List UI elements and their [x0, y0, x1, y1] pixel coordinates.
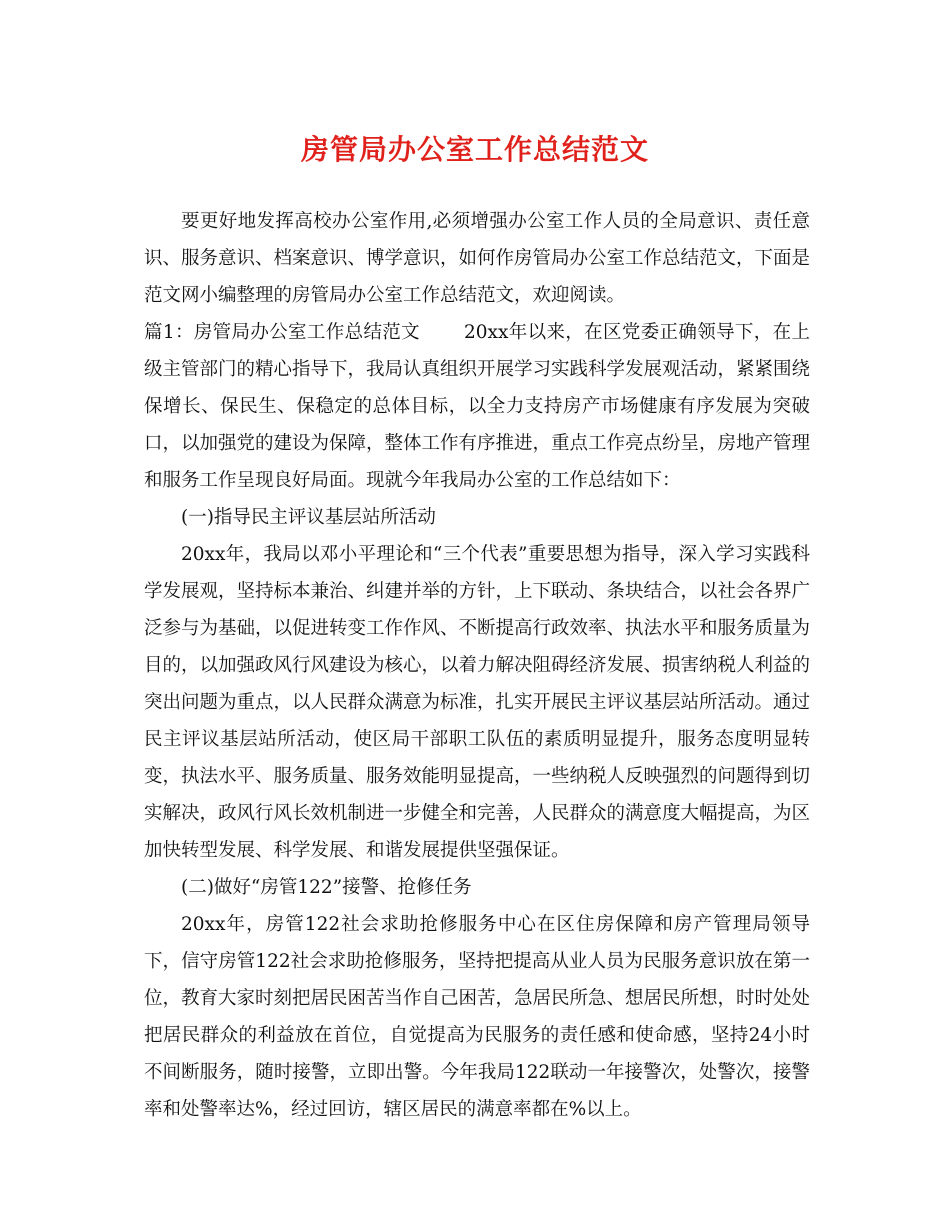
- section-heading-1: (一)指导民主评议基层站所活动: [181, 507, 436, 528]
- section-heading-2: (二)做好“房管122”接警、抢修任务: [181, 877, 472, 898]
- section-body-1: 20xx年，我局以邓小平理论和“三个代表”重要思想为指导，深入学习实践科学发展观，坚持标本兼治、纠建并举的方针，上下联动、条块结合，以社会各界广泛参与为基础，以促进转变工作作风、不断提高行政效率、执法水平和服务质量为目的，以加强政风行风建设为核心，以着力解决阻碍经济发展、损害纳税人利益的突出问题为重点，以人民群众满意为标准，扎实开展民主评议基层站所活动。通过民主评议基层站所活动，使区局干部职工队伍的素质明显提升，服务态度明显转变，执法水平、服务质量、服务效能明显提高，一些纳税人反映强烈的问题得到切实解决，政风行风长效机制进一步健全和完善，人民群众的满意度大幅提高，为区加快转型发展、科学发展、和谐发展提供坚强保证。: [144, 544, 811, 861]
- document-body: [144, 203, 810, 1128]
- intro-paragraph: 要更好地发挥高校办公室作用,必须增强办公室工作人员的全局意识、责任意识、服务意识、档案意识、博学意识，如何作房管局办公室工作总结范文，下面是范文网小编整理的房管局办公室工作总结范文，欢迎阅读。: [144, 211, 811, 306]
- article-label: 篇1：房管局办公室工作总结范文: [144, 322, 420, 343]
- article-paragraph: [144, 314, 810, 499]
- section-body-2: 20xx年，房管122社会求助抢修服务中心在区住房保障和房产管理局领导下，信守房管122社会求助抢修服务，坚持把提高从业人员为民服务意识放在第一位，教育大家时刻把居民困苦当作自己困苦，急居民所急、想居民所想，时时处处把居民群众的利益放在首位，自觉提高为民服务的责任感和使命感，坚持24小时不间断服务，随时接警，立即出警。今年我局122联动一年接警次，处警次，接警率和处警率达%，经过回访，辖区居民的满意率都在%以上。: [144, 914, 811, 1120]
- document-title: 房管局办公室工作总结范文: [300, 133, 649, 166]
- article-lead: 20xx年以来，在区党委正确领导下，在上级主管部门的精心指导下，我局认真组织开展学习实践科学发展观活动，紧紧围绕保增长、保民生、保稳定的总体目标，以全力支持房产市场健康有序发展为突破口，以加强党的建设为保障，整体工作有序推进，重点工作亮点纷呈，房地产管理和服务工作呈现良好局面。现就今年我局办公室的工作总结如下：: [144, 322, 811, 491]
